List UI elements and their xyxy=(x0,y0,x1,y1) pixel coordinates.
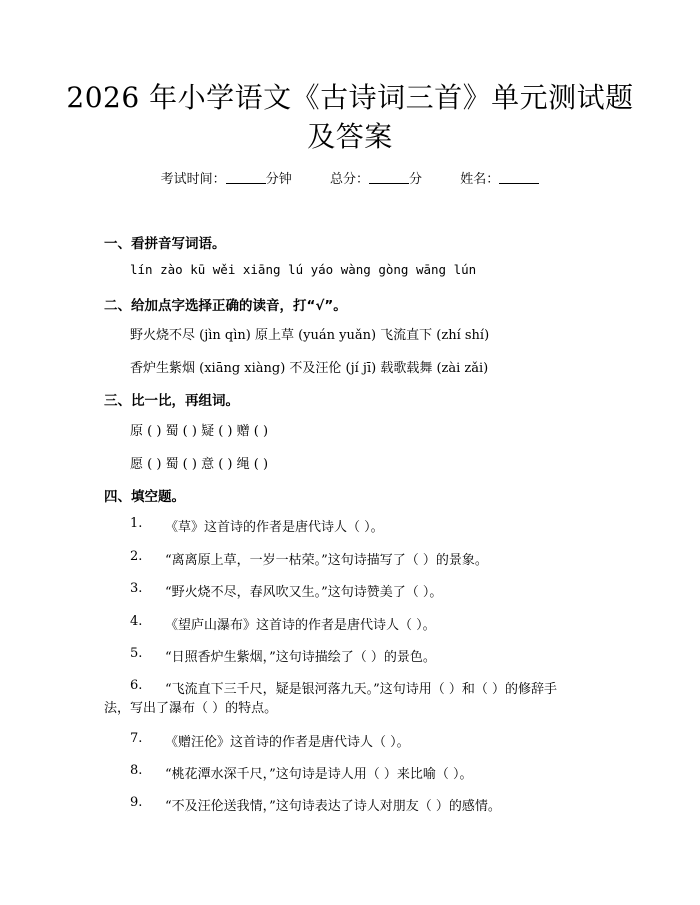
section-1-heading: 一、看拼音写词语。 xyxy=(104,236,226,252)
question-text: “野火烧不尽，春风吹又生。”这句诗赞美了（ ）。 xyxy=(165,585,443,600)
time-unit: 分钟 xyxy=(265,172,292,187)
page-title-line1: 2026 年小学语文《古诗词三首》单元测试题 xyxy=(66,81,634,114)
question-number: 7. xyxy=(130,731,143,746)
page-title-line2: 及答案 xyxy=(307,120,393,153)
question-text-continuation: 法，写出了瀑布（ ）的特点。 xyxy=(104,701,278,716)
question-number: 6. xyxy=(130,678,143,693)
pinyin-line: lín zào kū wěi xiāng lú yáo wàng gòng wāng lún xyxy=(130,262,477,277)
question-number: 5. xyxy=(130,646,143,661)
pronunciation-line-2: 香炉生紫烟 (xiāng xiàng) 不及汪伦 (jí jī) 载歌载舞 (zài zǎi) xyxy=(130,361,489,376)
exam-info-row xyxy=(0,168,700,187)
score-blank[interactable] xyxy=(369,171,409,184)
question-text: “桃花潭水深千尺，”这句诗是诗人用（ ）来比喻（ ）。 xyxy=(165,767,473,782)
pronunciation-line-1: 野火烧不尽 (jìn qìn) 原上草 (yuán yuǎn) 飞流直下 (zhí shí) xyxy=(130,328,490,343)
question-text: 《望庐山瀑布》这首诗的作者是唐代诗人（ ）。 xyxy=(165,618,436,633)
score-unit: 分 xyxy=(409,172,423,187)
section-2-heading: 二、给加点字选择正确的读音，打“√”。 xyxy=(104,298,347,314)
question-number: 1. xyxy=(130,516,143,531)
question-text: 《赠汪伦》这首诗的作者是唐代诗人（ ）。 xyxy=(165,735,410,750)
question-number: 3. xyxy=(130,581,143,596)
question-text: 《草》这首诗的作者是唐代诗人（ ）。 xyxy=(165,520,384,535)
question-number: 2. xyxy=(130,549,143,564)
name-blank[interactable] xyxy=(499,171,539,184)
score-label: 总分： xyxy=(329,172,369,187)
section-4-heading: 四、填空题。 xyxy=(104,489,185,505)
time-label: 考试时间： xyxy=(160,172,226,187)
question-text: “飞流直下三千尺，疑是银河落九天。”这句诗用（ ）和（ ）的修辞手 xyxy=(165,682,558,697)
time-blank[interactable] xyxy=(226,171,266,184)
question-text: “不及汪伦送我情，”这句诗表达了诗人对朋友（ ）的感情。 xyxy=(165,799,501,814)
section-3-heading: 三、比一比，再组词。 xyxy=(104,393,239,409)
question-number: 8. xyxy=(130,763,143,778)
compare-line-1: 原 ( ) 蜀 ( ) 疑 ( ) 赠 ( ) xyxy=(130,424,269,439)
compare-line-2: 愿 ( ) 蜀 ( ) 意 ( ) 绳 ( ) xyxy=(130,457,269,472)
name-label: 姓名： xyxy=(460,172,500,187)
question-text: “离离原上草，一岁一枯荣。”这句诗描写了（ ）的景象。 xyxy=(165,553,488,568)
question-number: 4. xyxy=(130,614,143,629)
question-text: “日照香炉生紫烟，”这句诗描绘了（ ）的景色。 xyxy=(165,650,436,665)
question-number: 9. xyxy=(130,795,143,810)
